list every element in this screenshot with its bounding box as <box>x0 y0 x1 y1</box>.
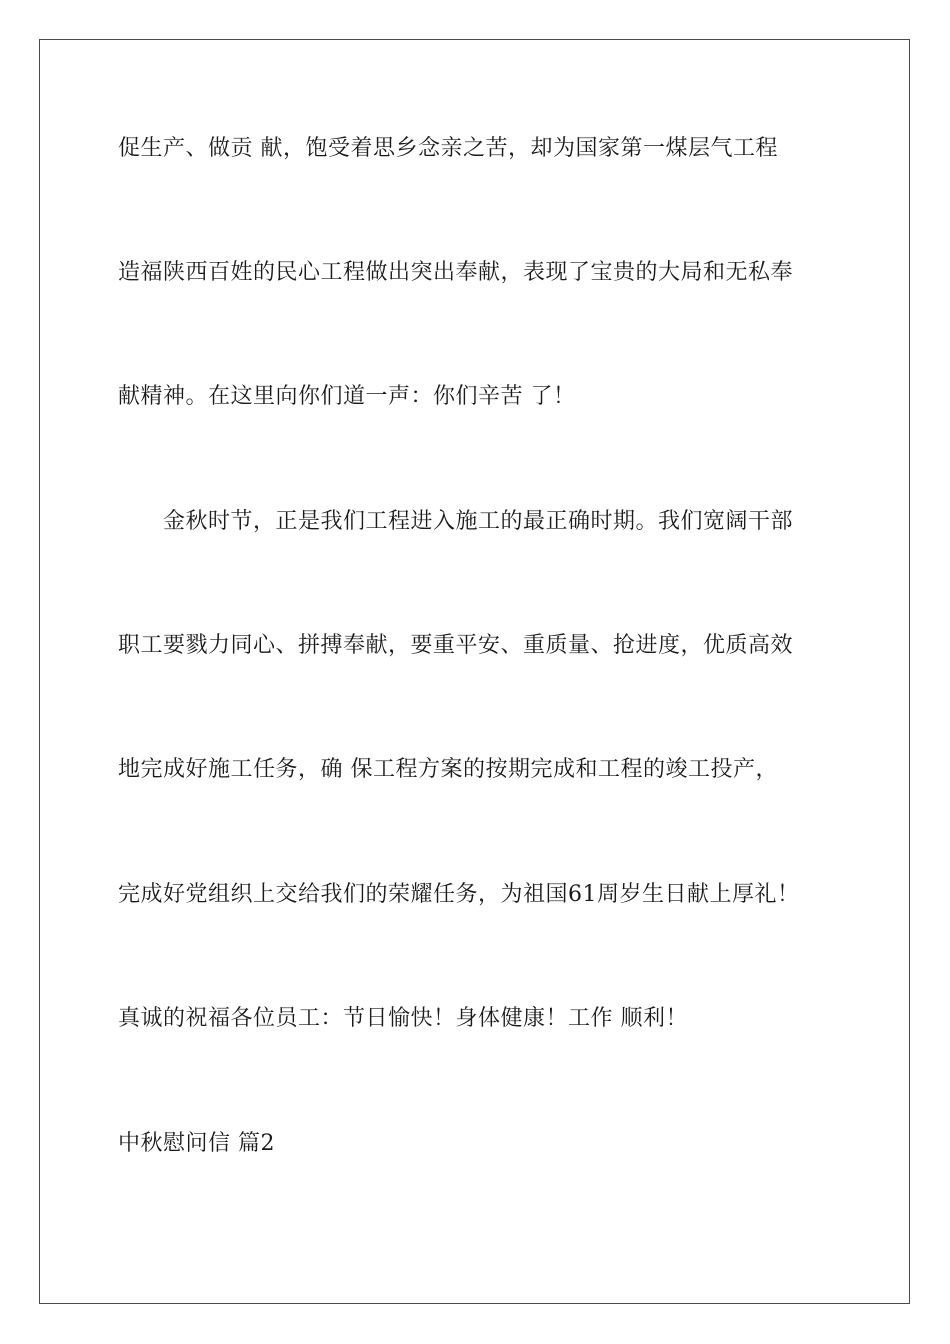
page-border <box>39 39 910 1304</box>
paragraph-line: 造福陕西百姓的民心工程做出突出奉献，表现了宝贵的大局和无私奉 <box>118 260 794 285</box>
paragraph-line: 完成好党组织上交给我们的荣耀任务，为祖国61周岁生日献上厚礼！ <box>118 882 800 907</box>
paragraph-line: 促生产、做贡 献，饱受着思乡念亲之苦，却为国家第一煤层气工程 <box>118 136 778 161</box>
paragraph-line: 职工要戮力同心、拼搏奉献，要重平安、重质量、抢进度，优质高效 <box>118 633 794 658</box>
paragraph-line: 真诚的祝福各位员工：节日愉快！身体健康！工作 顺利！ <box>118 1006 688 1031</box>
paragraph-line: 献精神。在这里向你们道一声：你们辛苦 了！ <box>118 384 576 409</box>
paragraph-line: 地完成好施工任务，确 保工程方案的按期完成和工程的竣工投产， <box>118 757 778 782</box>
paragraph-line: 金秋时节，正是我们工程进入施工的最正确时期。我们宽阔干部 <box>163 509 794 534</box>
section-heading: 中秋慰问信 篇2 <box>118 1131 275 1156</box>
